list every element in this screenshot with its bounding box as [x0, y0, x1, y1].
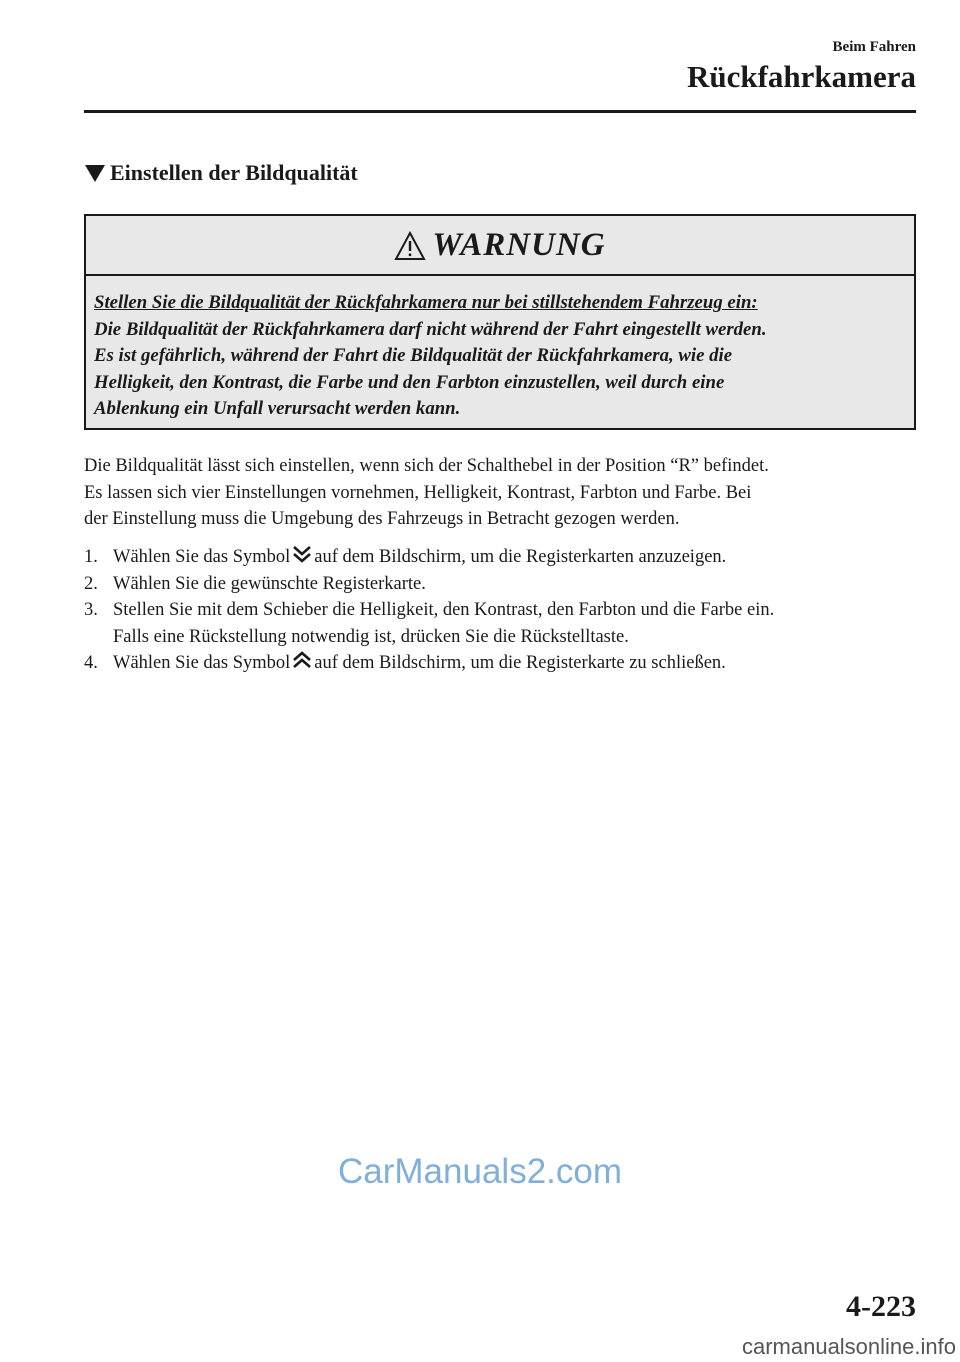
section-heading-text: Einstellen der Bildqualität — [110, 160, 358, 185]
step-item — [84, 597, 924, 650]
step-number: 1. — [84, 547, 98, 567]
header-divider — [84, 110, 916, 113]
step-text: Stellen Sie mit dem Schieber die Helligkeit, den Kontrast, den Farbton und die Farbe ein. — [113, 600, 775, 620]
section-heading — [84, 158, 358, 188]
warning-line: Die Bildqualität der Rückfahrkamera darf nicht während der Fahrt eingestellt werden. — [94, 318, 767, 340]
footer-site-link[interactable]: carmanualsonline.info — [741, 1334, 956, 1359]
chapter-label: Beim Fahren — [832, 39, 916, 55]
step-item — [84, 571, 924, 598]
warning-line: Helligkeit, den Kontrast, die Farbe und den Farbton einzustellen, weil durch eine — [94, 371, 725, 393]
page-number: 4-223 — [846, 1290, 916, 1323]
warning-box — [84, 214, 916, 430]
step-text: Wählen Sie das Symbol — [113, 547, 291, 567]
warning-header — [86, 216, 914, 276]
intro-paragraph — [84, 453, 924, 533]
step-number: 3. — [84, 600, 98, 620]
double-chevron-down-icon — [292, 544, 312, 564]
intro-line: Es lassen sich vier Einstellungen vornehmen, Helligkeit, Kontrast, Farbton und Farbe. Bei — [84, 482, 752, 503]
step-text: Wählen Sie das Symbol — [113, 653, 291, 673]
intro-line: der Einstellung muss die Umgebung des Fahrzeugs in Betracht gezogen werden. — [84, 509, 680, 529]
page-title: Rückfahrkamera — [686, 59, 916, 94]
page-header — [84, 38, 916, 96]
step-text: auf dem Bildschirm, um die Registerkarten anzuzeigen. — [314, 547, 727, 567]
warning-title: WARNUNG — [432, 226, 606, 263]
warning-line: Ablenkung ein Unfall verursacht werden kann. — [94, 398, 461, 420]
double-chevron-up-icon — [292, 650, 312, 670]
watermark: CarManuals2.com — [338, 1152, 622, 1191]
step-text: auf dem Bildschirm, um die Registerkarte zu schließen. — [314, 653, 726, 673]
step-text: Wählen Sie die gewünschte Registerkarte. — [113, 573, 426, 594]
step-item — [84, 650, 924, 677]
step-number: 4. — [84, 653, 98, 673]
warning-body — [86, 276, 914, 423]
step-item — [84, 544, 924, 571]
warning-line: Stellen Sie die Bildqualität der Rückfahrkamera nur bei stillstehendem Fahrzeug ein: — [94, 292, 758, 313]
intro-line: Die Bildqualität lässt sich einstellen, wenn sich der Schalthebel in der Position “R” befindet. — [84, 456, 769, 476]
warning-triangle-icon — [394, 231, 426, 261]
step-text: Falls eine Rückstellung notwendig ist, drücken Sie die Rückstelltaste. — [113, 626, 629, 647]
steps-list — [84, 544, 924, 677]
warning-line: Es ist gefährlich, während der Fahrt die Bildqualität der Rückfahrkamera, wie die — [94, 345, 733, 367]
triangle-down-icon — [84, 162, 106, 184]
step-number: 2. — [84, 573, 98, 594]
